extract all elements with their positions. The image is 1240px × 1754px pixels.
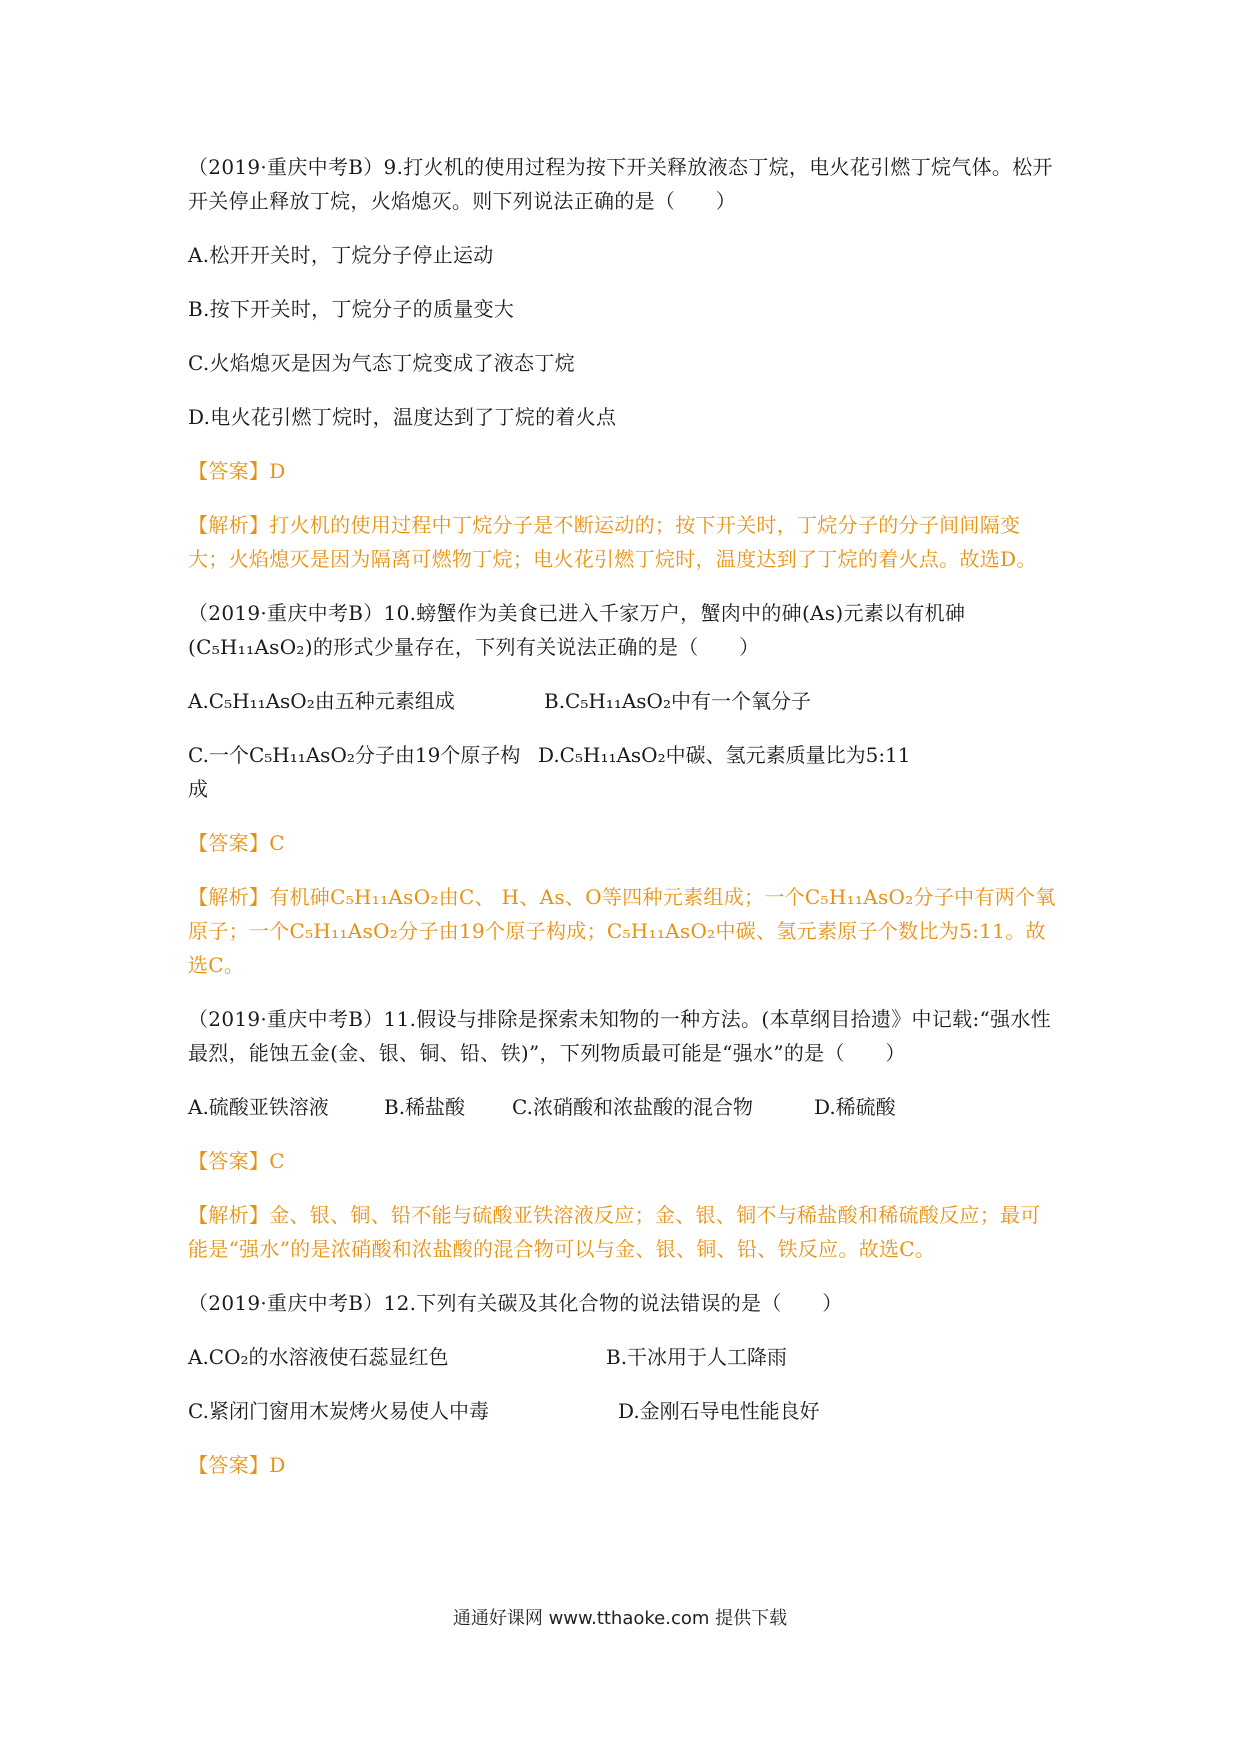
question-11-option-d: D.稀硫酸 [814,1095,896,1119]
question-12-option-a: A.CO₂的水溶液使石蕊显红色 [188,1345,449,1369]
question-12-option-c: C.紧闭门窗用木炭烤火易使人中毒 [188,1399,489,1423]
question-11-option-a: A.硫酸亚铁溶液 [188,1095,329,1119]
question-9-option-d: D.电火花引燃丁烷时，温度达到了丁烷的着火点 [188,405,617,429]
question-10-options-row-1 [188,684,1058,718]
question-12-option-d: D.金刚石导电性能良好 [618,1399,820,1423]
question-9-option-c: C.火焰熄灭是因为气态丁烷变成了液态丁烷 [188,351,575,375]
question-9-analysis: 【解析】打火机的使用过程中丁烷分子是不断运动的；按下开关时，丁烷分子的分子间间隔变大；火焰熄灭是因为隔离可燃物丁烷；电火花引燃丁烷时，温度达到了丁烷的着火点。故选D。 [188,513,1037,571]
question-12-answer: 【答案】D [188,1453,286,1477]
question-9-stem: （2019·重庆中考B）9.打火机的使用过程为按下开关释放液态丁烷，电火花引燃丁烷气体。松开开关停止释放丁烷，火焰熄灭。则下列说法正确的是（ ） [188,155,1053,213]
question-11-options-row [188,1090,1058,1124]
question-10-option-c: C.一个C₅H₁₁AsO₂分子由19个原子构成 [188,743,521,801]
question-11-answer: 【答案】C [188,1149,285,1173]
question-10-analysis: 【解析】有机砷C₅H₁₁AsO₂由C、 H、As、O等四种元素组成；一个C₅H₁₁AsO₂分子中有两个氧原子；一个C₅H₁₁AsO₂分子由19个原子构成；C₅H₁₁AsO₂中碳、氢元素原子个数比为5:11。故选C。 [188,885,1056,977]
question-10-answer: 【答案】C [188,831,285,855]
question-10-stem: （2019·重庆中考B）10.螃蟹作为美食已进入千家万户，蟹肉中的砷(As)元素以有机砷(C₅H₁₁AsO₂)的形式少量存在，下列有关说法正确的是（ ） [188,601,966,659]
question-9-option-a: A.松开开关时，丁烷分子停止运动 [188,243,494,267]
question-11-stem: （2019·重庆中考B）11.假设与排除是探索未知物的一种方法。(本草纲目拾遗》中记载:“强水性最烈，能蚀五金(金、银、铜、铅、铁)”，下列物质最可能是“强水”的是（ ） [188,1007,1051,1065]
question-12-options-row-1 [188,1340,1058,1374]
question-9-answer: 【答案】D [188,459,286,483]
page-footer: 通通好课网 www.tthaoke.com 提供下载 [452,1608,788,1629]
document-page [188,150,1058,1482]
question-11-analysis: 【解析】金、银、铜、铅不能与硫酸亚铁溶液反应；金、银、铜不与稀盐酸和稀硫酸反应；最可能是“强水”的是浓硝酸和浓盐酸的混合物可以与金、银、铜、铅、铁反应。故选C。 [188,1203,1041,1261]
question-11-option-b: B.稀盐酸 [384,1095,466,1119]
question-12-option-b: B.干冰用于人工降雨 [606,1345,788,1369]
question-10-option-b: B.C₅H₁₁AsO₂中有一个氧分子 [544,689,811,713]
question-12-options-row-2 [188,1394,1058,1428]
question-10-options-row-2 [188,738,1058,806]
question-9-option-b: B.按下开关时，丁烷分子的质量变大 [188,297,515,321]
question-10-option-d: D.C₅H₁₁AsO₂中碳、氢元素质量比为5:11 [538,743,911,767]
question-10-option-a: A.C₅H₁₁AsO₂由五种元素组成 [188,689,455,713]
question-12-stem: （2019·重庆中考B）12.下列有关碳及其化合物的说法错误的是（ ） [188,1291,843,1315]
question-11-option-c: C.浓硝酸和浓盐酸的混合物 [512,1095,753,1119]
